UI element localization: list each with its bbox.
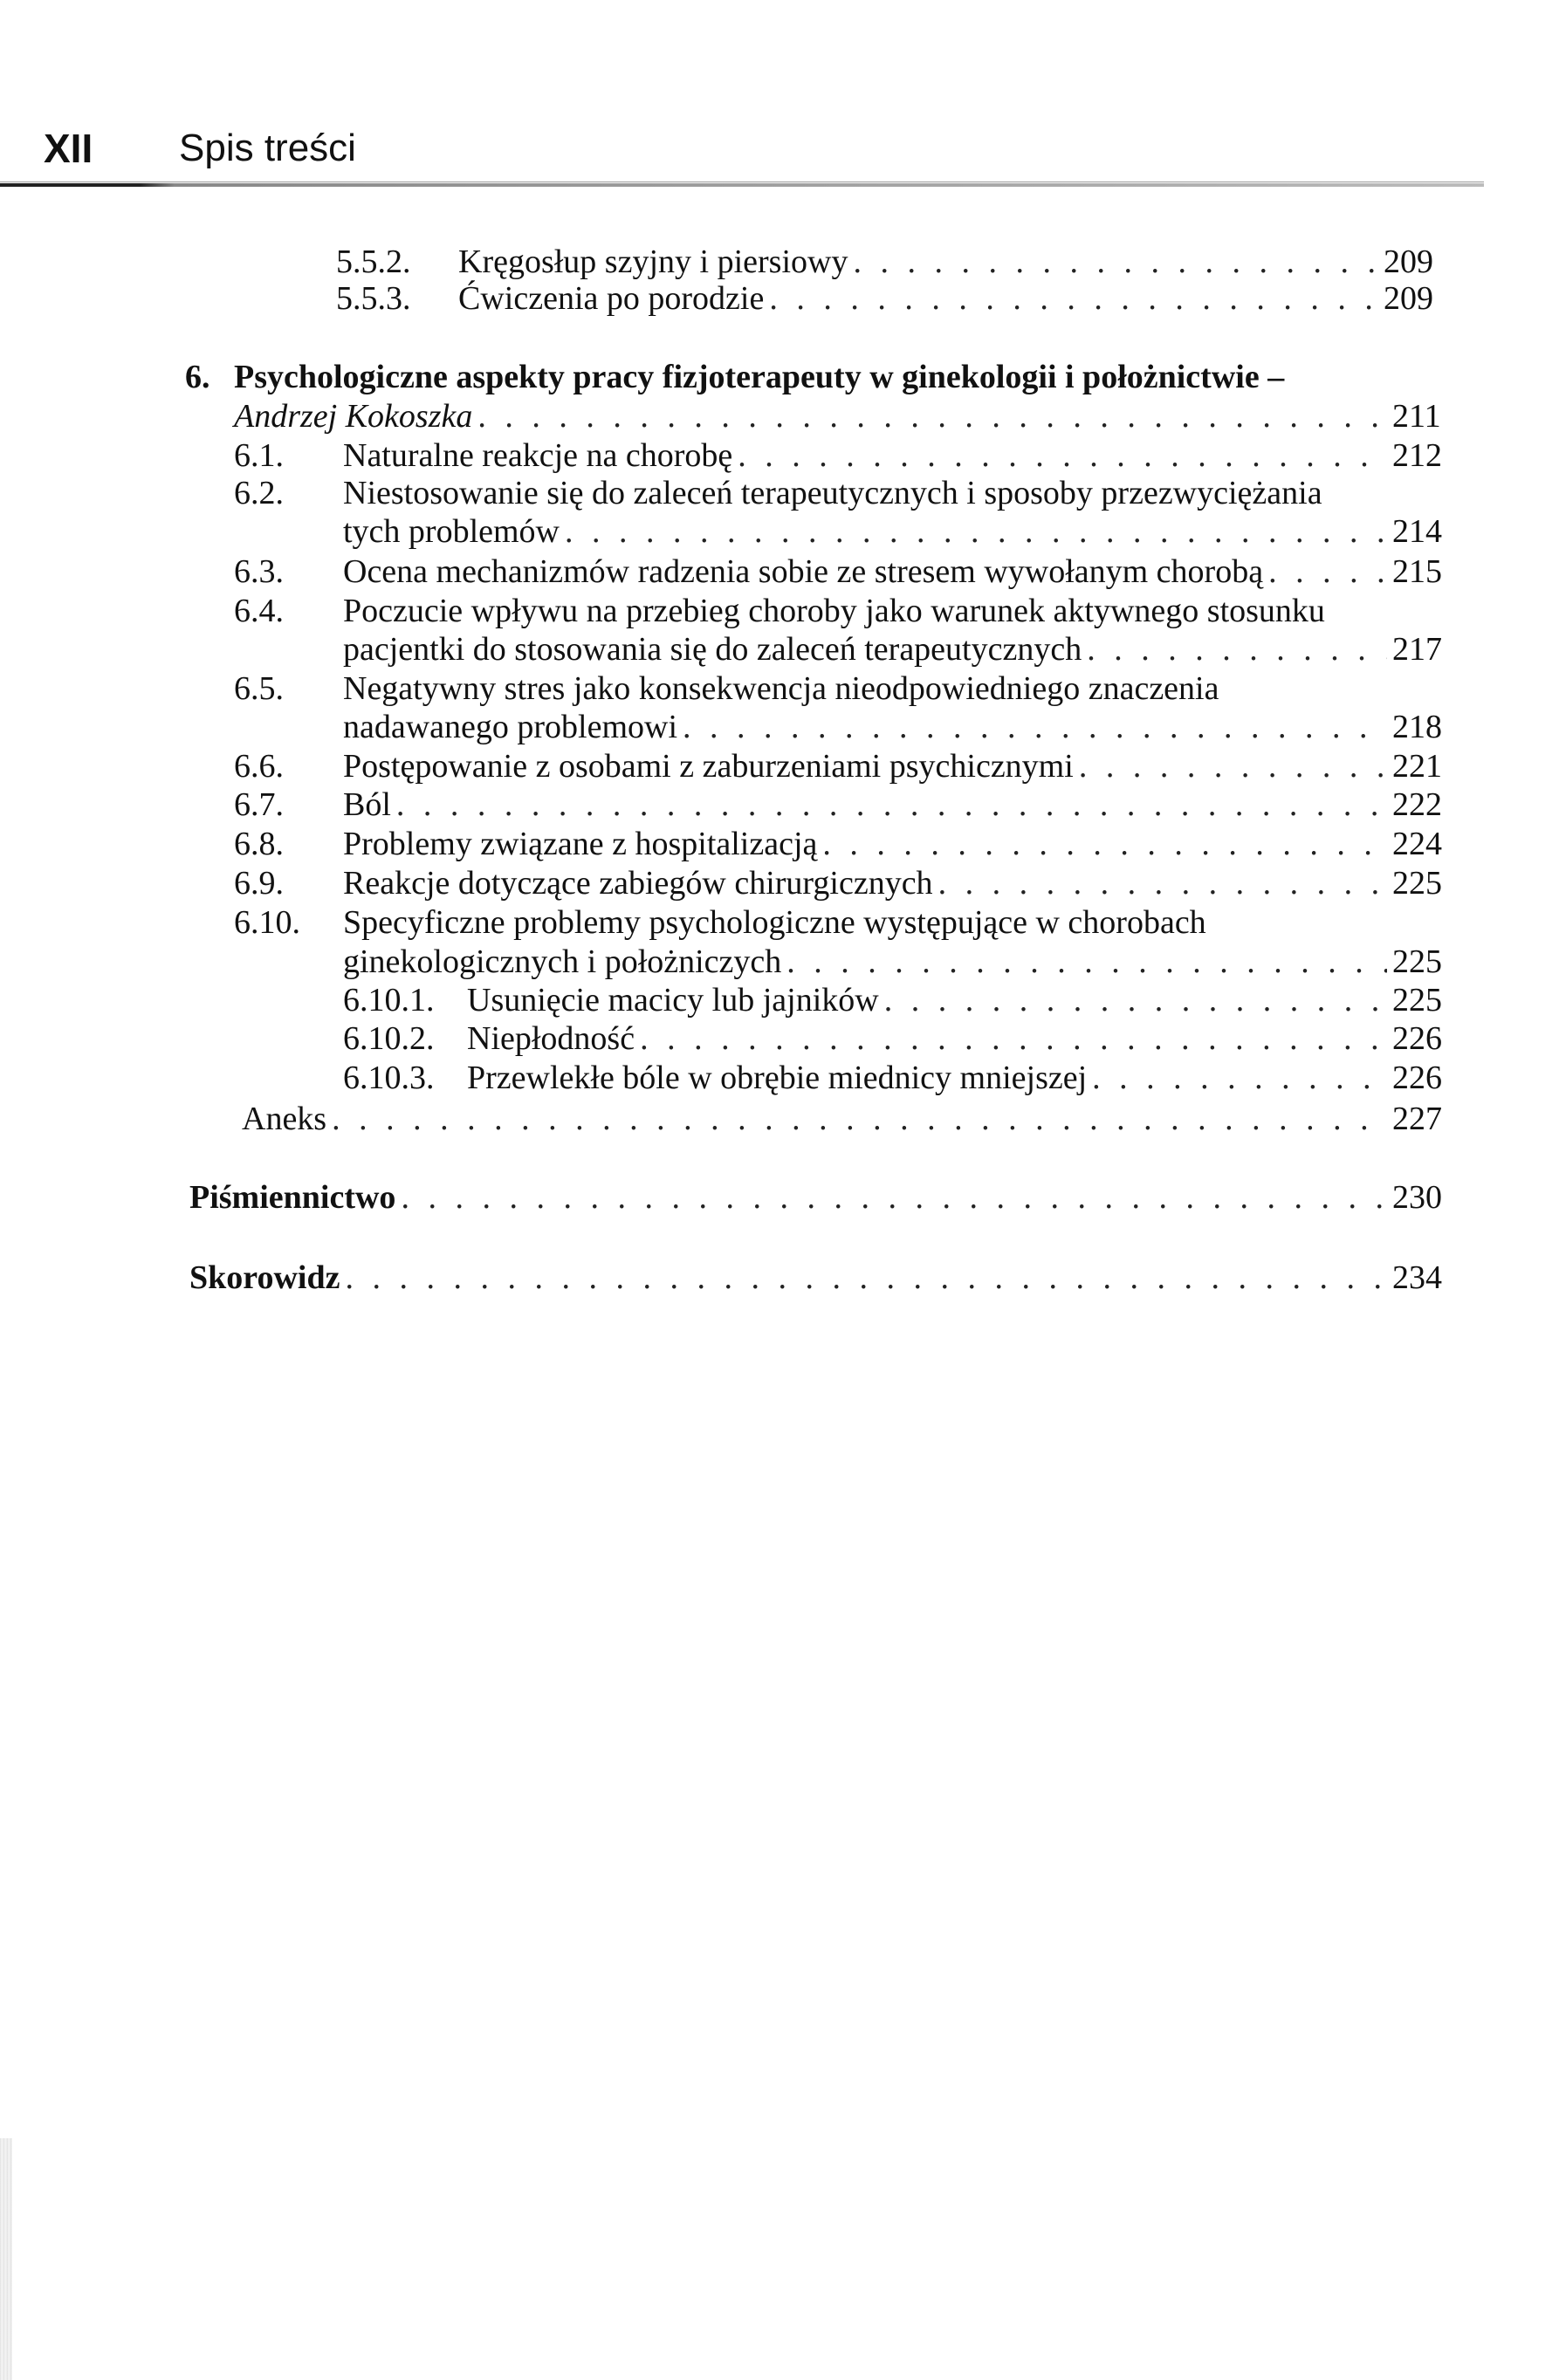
toc-entry-6-2-line1[interactable]: [234, 474, 1322, 512]
entry-page: 211: [1392, 398, 1441, 435]
page-number: XII: [44, 126, 93, 171]
entry-title: Ból: [343, 786, 391, 823]
toc-chapter-6-author[interactable]: [234, 397, 1441, 436]
entry-page: 230: [1392, 1179, 1442, 1216]
toc-entry-5-5-2[interactable]: [336, 243, 1433, 281]
entry-title: Usunięcie macicy lub jajników: [467, 982, 879, 1019]
dot-leader: [786, 943, 1387, 981]
entry-page: 234: [1392, 1259, 1442, 1296]
toc-entry-6-10-1[interactable]: [343, 981, 1442, 1019]
entry-title-line1: Negatywny stres jako konsekwencja nieodpowiedniego znaczenia: [343, 670, 1219, 707]
chapter-title: Psychologiczne aspekty pracy fizjoterapeuty w ginekologii i położnictwie –: [234, 359, 1285, 395]
entry-page: 226: [1392, 1060, 1442, 1096]
toc-entry-6-10-3[interactable]: [343, 1059, 1442, 1097]
chapter-number: 6.: [185, 359, 210, 395]
dot-leader: [822, 825, 1387, 863]
entry-number: 6.3.: [234, 553, 284, 590]
entry-number: 6.8.: [234, 826, 284, 862]
entry-number: 6.10.: [234, 904, 300, 941]
dot-leader: [853, 243, 1387, 281]
toc-entry-6-7[interactable]: [234, 785, 1442, 824]
toc-entry-5-5-3[interactable]: [336, 279, 1433, 318]
entry-title: Ocena mechanizmów radzenia sobie ze stresem wywołanym chorobą: [343, 553, 1264, 590]
entry-number: 6.9.: [234, 865, 284, 902]
dot-leader: [938, 864, 1387, 902]
entry-page: 225: [1392, 943, 1442, 980]
dot-leader: [769, 279, 1387, 318]
toc-entry-skorowidz[interactable]: [189, 1259, 1442, 1297]
entry-title-line1: Niestosowanie się do zaleceń terapeutycznych i sposoby przezwyciężania: [343, 475, 1322, 511]
entry-number: 5.5.2.: [336, 243, 411, 280]
entry-number: 6.5.: [234, 670, 284, 707]
entry-title: Aneks: [242, 1101, 327, 1137]
toc-entry-6-10-2[interactable]: [343, 1019, 1442, 1058]
toc-entry-6-4[interactable]: [343, 630, 1442, 669]
toc-entry-pismiennictwo[interactable]: [189, 1178, 1442, 1217]
dot-leader: [1092, 1059, 1387, 1097]
dot-leader: [345, 1259, 1387, 1297]
entry-number: 6.10.3.: [343, 1060, 435, 1096]
dot-leader: [1087, 630, 1387, 669]
toc-entry-6-6[interactable]: [234, 747, 1442, 785]
entry-page: 217: [1392, 631, 1442, 668]
entry-title-line1: Poczucie wpływu na przebieg choroby jako warunek aktywnego stosunku: [343, 593, 1325, 629]
entry-page: 215: [1392, 553, 1442, 590]
dot-leader: [565, 512, 1387, 551]
entry-number: 6.1.: [234, 437, 284, 474]
entry-title: Przewlekłe bóle w obrębie miednicy mniejszej: [467, 1060, 1088, 1096]
dot-leader: [640, 1019, 1387, 1058]
toc-entry-6-9[interactable]: [234, 864, 1442, 902]
entry-title: Postępowanie z osobami z zaburzeniami psychicznymi: [343, 748, 1074, 785]
toc-entry-6-8[interactable]: [234, 825, 1442, 863]
entry-title-line2: pacjentki do stosowania się do zaleceń terapeutycznych: [343, 631, 1082, 668]
dot-leader: [1079, 747, 1387, 785]
entry-title: Piśmiennictwo: [189, 1179, 396, 1216]
entry-title: Ćwiczenia po porodzie: [458, 280, 765, 317]
entry-number: 6.6.: [234, 748, 284, 785]
scan-edge-artifact: [0, 2138, 12, 2380]
dot-leader: [683, 708, 1387, 746]
toc-entry-6-5-line1[interactable]: [234, 669, 1219, 708]
toc-entry-6-1[interactable]: [234, 436, 1442, 475]
entry-page: 209: [1384, 280, 1433, 317]
entry-number: 6.7.: [234, 786, 284, 823]
toc-entry-aneks[interactable]: [242, 1100, 1442, 1138]
entry-title: Skorowidz: [189, 1259, 340, 1296]
entry-page: 227: [1392, 1101, 1442, 1137]
toc-entry-6-10[interactable]: [343, 943, 1442, 981]
dot-leader: [401, 1178, 1387, 1217]
entry-title: Naturalne reakcje na chorobę: [343, 437, 733, 474]
dot-leader: [477, 397, 1387, 436]
entry-page: 221: [1392, 748, 1442, 785]
entry-page: 224: [1392, 826, 1442, 862]
entry-number: 6.10.2.: [343, 1020, 435, 1057]
dot-leader: [738, 436, 1387, 475]
toc-entry-6-2[interactable]: [343, 512, 1442, 551]
dot-leader: [1268, 552, 1387, 591]
dot-leader: [332, 1100, 1387, 1138]
entry-page: 212: [1392, 437, 1442, 474]
header-rule: [0, 183, 1484, 187]
entry-number: 6.2.: [234, 475, 284, 511]
entry-page: 222: [1392, 786, 1442, 823]
entry-page: 218: [1392, 709, 1442, 745]
chapter-author: Andrzej Kokoszka: [234, 398, 473, 435]
entry-title-line2: tych problemów: [343, 513, 560, 550]
dot-leader: [396, 785, 1387, 824]
toc-chapter-6[interactable]: [185, 358, 1284, 396]
entry-title: Kręgosłup szyjny i piersiowy: [458, 243, 848, 280]
entry-title-line2: ginekologicznych i położniczych: [343, 943, 782, 980]
toc-entry-6-5[interactable]: [343, 708, 1442, 746]
entry-title: Reakcje dotyczące zabiegów chirurgicznych: [343, 865, 933, 902]
entry-number: 5.5.3.: [336, 280, 411, 317]
toc-entry-6-4-line1[interactable]: [234, 592, 1325, 630]
entry-page: 225: [1392, 982, 1442, 1019]
page-title: Spis treści: [179, 127, 356, 169]
entry-title: Problemy związane z hospitalizacją: [343, 826, 818, 862]
toc-entry-6-3[interactable]: [234, 552, 1442, 591]
dot-leader: [884, 981, 1387, 1019]
entry-number: 6.10.1.: [343, 982, 435, 1019]
toc-entry-6-10-line1[interactable]: [234, 903, 1206, 942]
entry-title: Niepłodność: [467, 1020, 635, 1057]
running-header: [44, 122, 1484, 183]
entry-title-line2: nadawanego problemowi: [343, 709, 678, 745]
entry-page: 226: [1392, 1020, 1442, 1057]
entry-page: 209: [1384, 243, 1433, 280]
entry-page: 225: [1392, 865, 1442, 902]
entry-title-line1: Specyficzne problemy psychologiczne występujące w chorobach: [343, 904, 1206, 941]
entry-number: 6.4.: [234, 593, 284, 629]
entry-page: 214: [1392, 513, 1442, 550]
